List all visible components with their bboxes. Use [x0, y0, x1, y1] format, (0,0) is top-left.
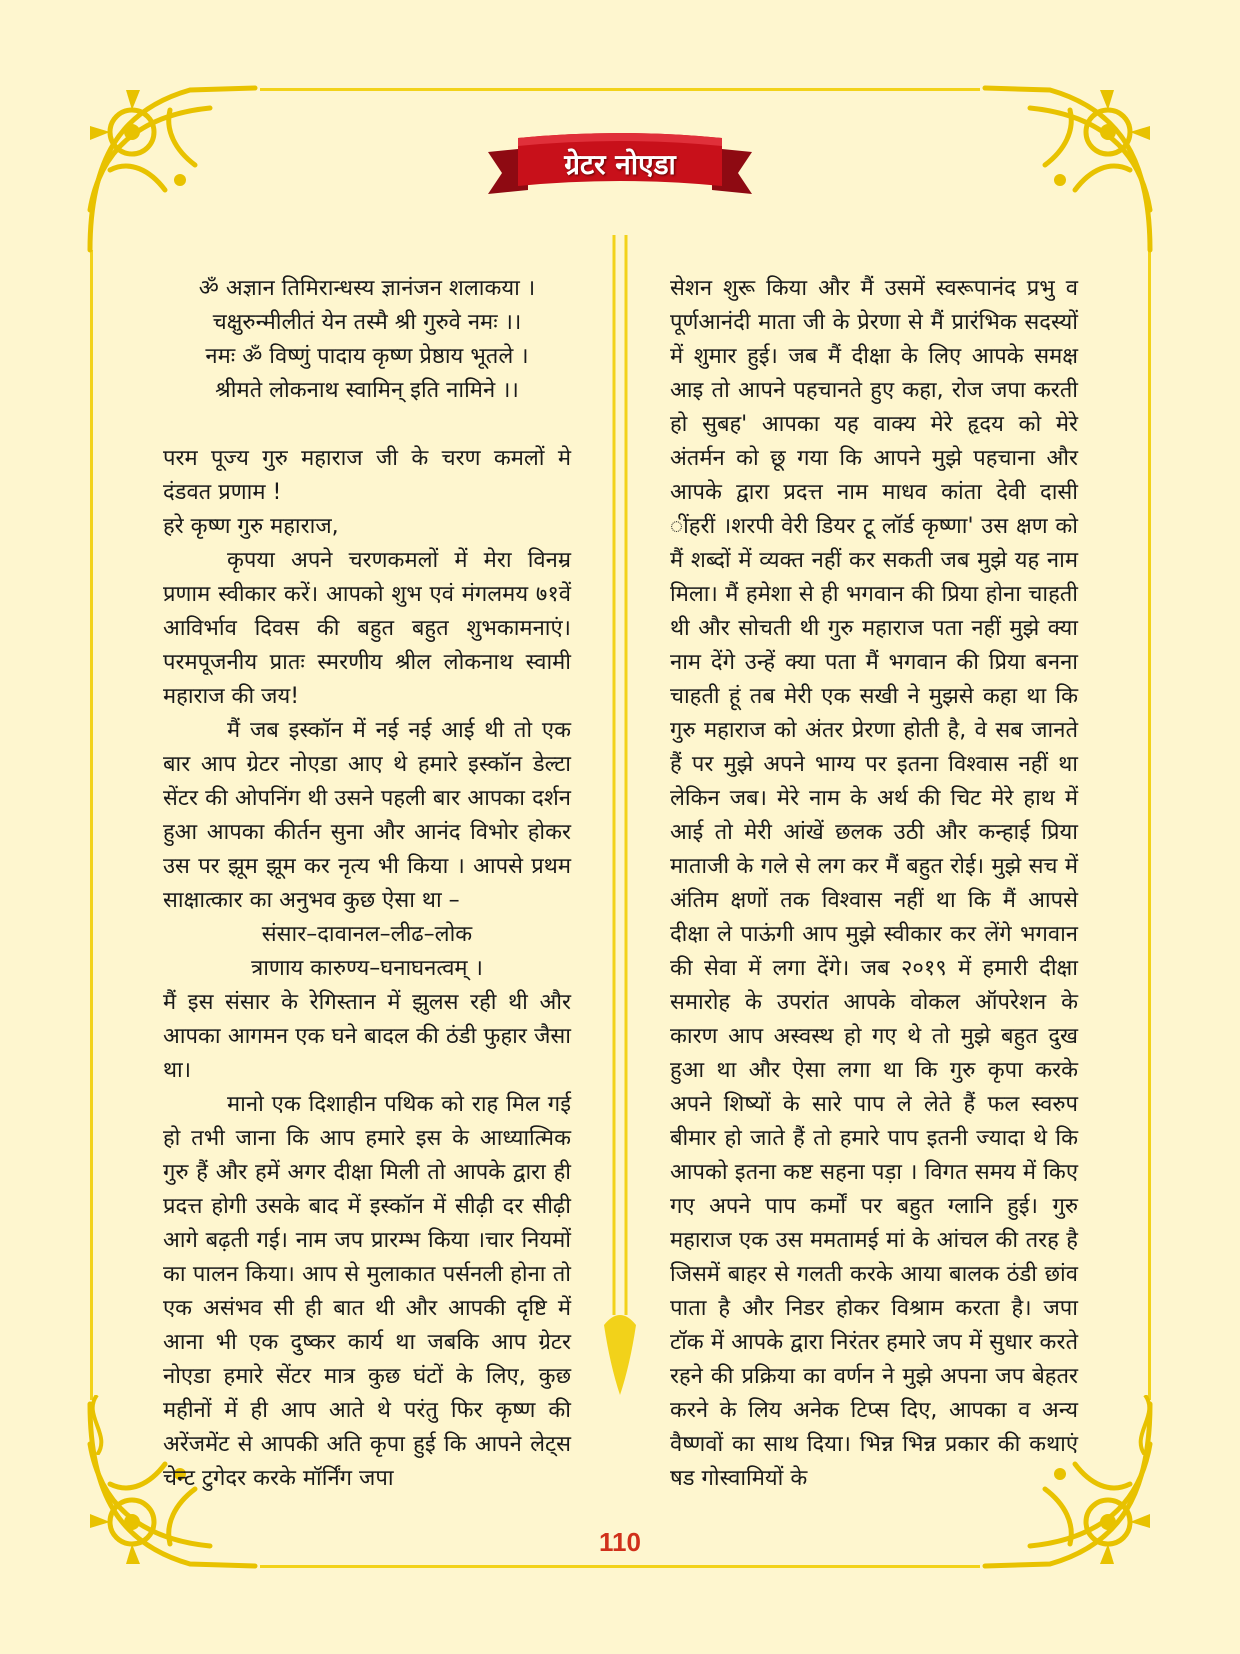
body-paragraph: कृपया अपने चरणकमलों में मेरा विनम्र प्रणाम स्वीकार करें। आपको शुभ एवं मंगलमय ७१वें आविर्भाव दिवस की बहुत बहुत शुभकामनाएं। परमपूजनीय प्रातः स्मरणीय श्रील लोकनाथ स्वामी महाराज की जय!	[163, 548, 571, 709]
side-ornament-right	[1130, 1395, 1160, 1455]
verse-line: श्रीमते लोकनाथ स्वामिन् इति नामिने ।।	[215, 378, 519, 403]
body-paragraph: सेशन शुरू किया और मैं उसमें स्वरूपानंद प्रभु व पूर्णआनंदी माता जी के प्रेरणा से मैं प्रारंभिक सदस्यों में शुमार हुई। जब मैं दीक्षा के लिए आपके समक्ष आइ तो आपने पहचानते हुए कहा, रोज जपा करती हो सुबह' आपका यह वाक्य मेरे हृदय को मेरे अंतर्मन को छू गया कि आपने मुझे पहचाना और आपके द्वारा प्रदत्त नाम माधव कांता देवी दासी ींहरीं ।शरपी वेरी डियर टू लॉर्ड कृष्णा' उस क्षण को मैं शब्दों में व्यक्त नहीं कर सकती जब मुझे यह नाम मिला। मैं हमेशा से ही भगवान की प्रिया होना चाहती थी और सोचती थी गुरु महाराज पता नहीं मुझे क्या नाम देंगे उन्हें क्या पता मैं भगवान की प्रिया बनना चाहती हूं तब मेरी एक सखी ने मुझसे कहा था कि गुरु महाराज को अंतर प्रेरणा होती है, वे सब जानते हैं पर मुझे अपने भाग्य पर इतना विश्वास नहीं था लेकिन जब। मेरे नाम के अर्थ की चिट मेरे हाथ में आई तो मेरी आंखें छलक उठी और कन्हाई प्रिया माताजी के गले से लग कर मैं बहुत रोई। मुझे सच में अंतिम क्षणों तक विश्वास नहीं था कि मैं आपसे दीक्षा ले पाऊंगी आप मुझे स्वीकार कर लेंगे भगवान की सेवा में लगा देंगे। जब २०१९ में हमारी दीक्षा समारोह के उपरांत आपके वोकल ऑपरेशन के कारण आप अस्वस्थ हो गए थे तो मुझे बहुत दुख हुआ था और ऐसा लगा था कि गुरु कृपा करके अपने शिष्यों के सारे पाप ले लेते हैं फल स्वरुप बीमार हो जाते हैं तो हमारे पाप इतनी ज्यादा थे कि आपको इतना कष्ट सहना पड़ा । विगत समय में किए गए अपने पाप कर्मों पर बहुत ग्लानि हुई। गुरु महाराज एक उस ममतामई मां के आंचल की तरह है जिसमें बाहर से गलती करके आया बालक ठंडी छांव पाता है और निडर होकर विश्राम करता है। जपा टॉक में आपके द्वारा निरंतर हमारे जप में सुधार करते रहने की प्रक्रिया का वर्णन ने मुझे अपना जप बेहतर करने के लिय अनेक टिप्स दिए, आपका व अन्य वैष्णवों का साथ दिया। भिन्न भिन्न प्रकार की कथाएं षड गोस्वामियों के	[670, 276, 1078, 1491]
invocation-verse	[163, 272, 571, 408]
section-title: ग्रेटर नोएडा	[564, 148, 676, 181]
salutation-line: हरे कृष्ण गुरु महाराज,	[163, 514, 339, 539]
body-paragraph: मैं इस संसार के रेगिस्तान में झुलस रही थी और आपका आगमन एक घने बादल की ठंडी फुहार जैसा था।	[163, 990, 571, 1083]
side-ornament-left	[82, 1395, 112, 1455]
left-column	[163, 272, 571, 1496]
page-number: 110	[599, 1527, 641, 1557]
verse-quote-line: संसार–दावानल–लीढ–लोक	[261, 922, 473, 947]
verse-line: चक्षुरुन्मीलीतं येन तस्मै श्री गुरुवे नमः ।।	[212, 310, 522, 335]
verse-line: ॐ अज्ञान तिमिरान्धस्य ज्ञानंजन शलाकया ।	[198, 276, 536, 301]
body-paragraph: मैं जब इस्कॉन में नई नई आई थी तो एक बार आप ग्रेटर नोएडा आए थे हमारे इस्कॉन डेल्टा सेंटर की ओपनिंग थी उसने पहली बार आपका दर्शन हुआ आपका कीर्तन सुना और आनंद विभोर होकर उस पर झूम झूम कर नृत्य भी किया । आपसे प्रथम साक्षात्कार का अनुभव कुछ ऐसा था –	[163, 718, 571, 913]
verse-quote-line: त्राणाय कारुण्य–घनाघनत्वम् ।	[251, 956, 483, 981]
frame-right-line	[1148, 250, 1151, 1400]
verse-line: नमः ॐ विष्णुं पादाय कृष्ण प्रेष्ठाय भूतले ।	[205, 344, 529, 369]
greeting-line: परम पूज्य गुरु महाराज जी के चरण कमलों मे दंडवत प्रणाम !	[163, 446, 571, 505]
body-paragraph: मानो एक दिशाहीन पथिक को राह मिल गई हो तभी जाना कि आप हमारे इस के आध्यात्मिक गुरु हैं और हमें अगर दीक्षा मिली तो आपके द्वारा ही प्रदत्त होगी उसके बाद में इस्कॉन में सीढ़ी दर सीढ़ी आगे बढ़ती गई। नाम जप प्रारम्भ किया ।चार नियमों का पालन किया। आप से मुलाकात पर्सनली होना तो एक असंभव सी ही बात थी और आपकी दृष्टि में आना भी एक दुष्कर कार्य था जबकि आप ग्रेटर नोएडा हमारे सेंटर मात्र कुछ घंटों के लिए, कुछ महीनों में ही आप आते थे परंतु फिर कृष्ण की अरेंजमेंट से आपकी अति कृपा हुई कि आपने लेट्स चेन्ट टुगेदर करके मॉर्निंग जपा	[163, 1092, 571, 1491]
right-column	[670, 272, 1078, 1496]
frame-bottom-line	[260, 1565, 980, 1568]
corner-ornament-top-left	[70, 70, 260, 260]
frame-left-line	[90, 250, 93, 1400]
corner-ornament-top-right	[980, 70, 1170, 260]
column-divider	[600, 235, 640, 1445]
frame-top-line	[260, 88, 980, 91]
